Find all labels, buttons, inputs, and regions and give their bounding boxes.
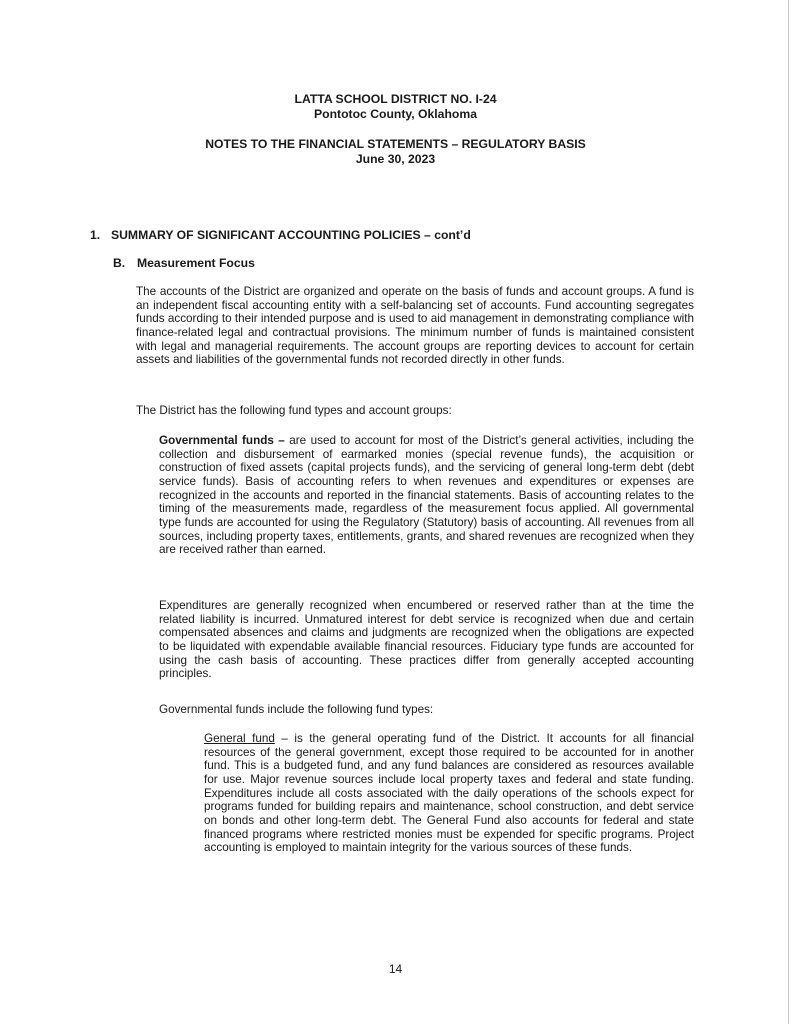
governmental-funds-body: are used to account for most of the District’s general activities, including the collection and disbursement of earmarked monies (special revenue funds), the acquisition or construction of fixed assets (capital projects funds), and the servicing of general long-term debt (debt service funds). Basis of accounting refers to when revenues and expenditures or expenses are recognized in the accounts and reported in the financial statements. Basis of accounting relates to the timing of the measurements made, regardless of the measurement focus applied. All governmental type funds are accounted for using the Regulatory (Statutory) basis of accounting. All revenues from all sources, including property taxes, entitlements, grants, and shared revenues are recognized when they are received rather than earned.: [159, 434, 694, 557]
subsection-title: Measurement Focus: [137, 256, 255, 270]
subsection-letter: B.: [113, 256, 126, 270]
section-title: SUMMARY OF SIGNIFICANT ACCOUNTING POLICIES – cont’d: [111, 228, 471, 242]
paragraph-governmental-funds: [159, 434, 694, 557]
subsection-heading: [113, 256, 255, 271]
paragraph-fund-accounts: The accounts of the District are organized and operate on the basis of funds and account groups. A fund is an independent fiscal accounting entity with a self-balancing set of accounts. Fund accounting segregates funds according to their intended purpose and is used to aid management in demonstrating compliance with finance-related legal and contractual provisions. The minimum number of funds is maintained consistent with legal and managerial requirements. The account groups are reporting devices to account for certain assets and liabilities of the governmental funds not recorded directly in other funds.: [136, 285, 694, 367]
paragraph-fund-types-intro: The District has the following fund types and account groups:: [136, 404, 452, 417]
general-fund-body: – is the general operating fund of the District. It accounts for all financial resources of the general government, except those required to be accounted for in another fund. This is a budgeted fund, and any fund balances are considered as resources available for use. Major revenue sources include local property taxes and federal and state funding. Expenditures include all costs associated with the daily operations of the schools expect for programs funded for building repairs and maintenance, school construction, and debt service on bonds and other long-term debt. The General Fund also accounts for federal and state financed programs where restricted monies must be expended for specific programs. Project accounting is employed to maintain integrity for the various sources of these funds.: [204, 732, 695, 855]
notes-header: [0, 137, 791, 166]
governmental-funds-term: Governmental funds –: [159, 434, 285, 447]
district-name: LATTA SCHOOL DISTRICT NO. I-24: [294, 92, 497, 106]
notes-title: NOTES TO THE FINANCIAL STATEMENTS – REGULATORY BASIS: [205, 137, 586, 151]
paragraph-general-fund: [204, 732, 694, 855]
paragraph-expenditures: Expenditures are generally recognized when encumbered or reserved rather than at the time the related liability is incurred. Unmatured interest for debt service is recognized when due and certain compensated absences and claims and judgments are recognized when the obligations are expected to be liquidated with expendable available financial resources. Fiduciary type funds are accounted for using the cash basis of accounting. These practices differ from generally accepted accounting principles.: [159, 599, 694, 681]
general-fund-term: General fund: [204, 732, 275, 745]
page-number: 14: [388, 962, 403, 976]
report-date: June 30, 2023: [355, 151, 436, 166]
paragraph-fund-types-list-intro: Governmental funds include the following fund types:: [159, 703, 434, 716]
document-header: [0, 92, 791, 121]
county-name: Pontotoc County, Oklahoma: [314, 106, 477, 121]
section-heading: [90, 228, 471, 243]
section-number: 1.: [90, 228, 101, 242]
